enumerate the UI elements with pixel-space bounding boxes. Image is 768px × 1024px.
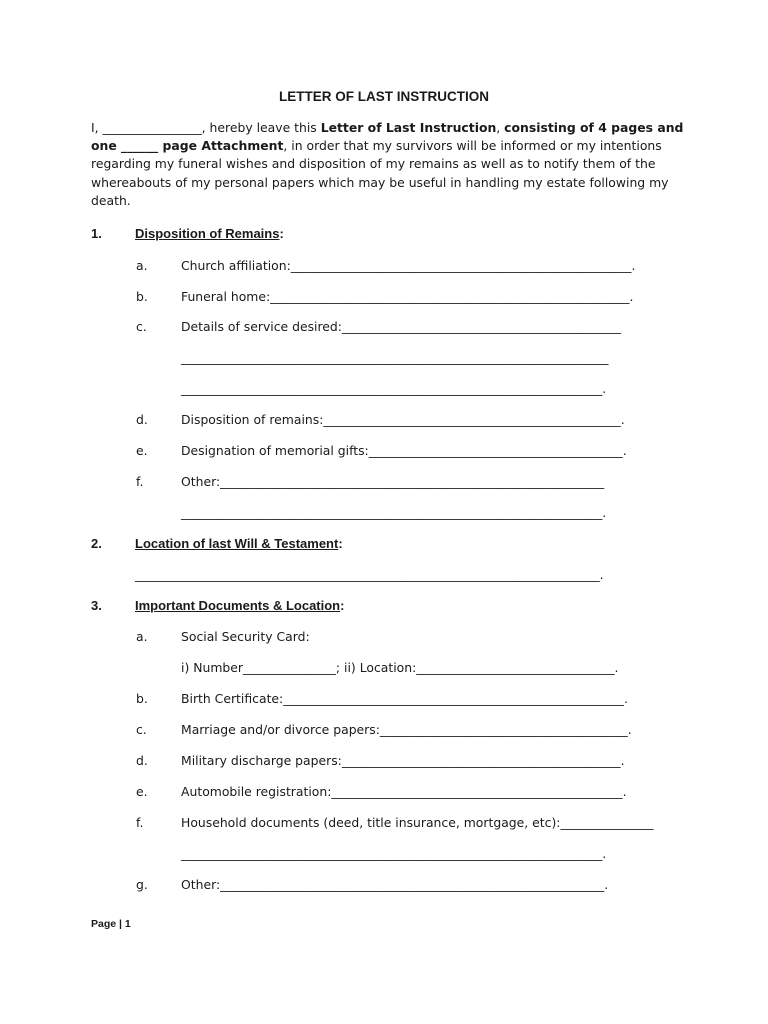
item-letter: a. (136, 629, 148, 644)
section-3-number: 3. (91, 598, 102, 613)
item-letter: a. (136, 258, 148, 273)
automobile-registration-field: Automobile registration:_______________________________________________. (181, 784, 627, 799)
will-location-field: ___________________________________________________________________________. (135, 567, 604, 582)
service-details-field: Details of service desired:_____________________________________________ (181, 319, 621, 334)
funeral-home-field: Funeral home:__________________________________________________________. (181, 289, 634, 304)
item-letter: d. (136, 753, 148, 768)
section-1-number: 1. (91, 226, 102, 241)
household-documents-line-2: ____________________________________________________________________. (181, 846, 607, 861)
section-2-heading-text: Location of last Will & Testament (135, 536, 339, 551)
intro-text-1: I, ________________, hereby leave this (91, 120, 321, 135)
intro-paragraph (91, 119, 691, 210)
church-affiliation-field: Church affiliation:_______________________________________________________. (181, 258, 636, 273)
other-field: Other:______________________________________________________________ (181, 474, 605, 489)
section-1-heading-colon: : (279, 226, 284, 241)
section-2-heading-colon: : (338, 536, 343, 551)
item-letter: f. (136, 815, 144, 830)
section-1-heading (135, 226, 284, 241)
military-discharge-field: Military discharge papers:_____________________________________________. (181, 753, 625, 768)
item-letter: c. (136, 319, 147, 334)
social-security-number-location-field: i) Number_______________; ii) Location:________________________________. (181, 660, 619, 675)
intro-text-3: , in order that my survivors will be informed or my intentions regarding my funeral wishes and disposition of my remains as well as to notify them of the whereabouts of my personal papers which may be useful in handling my estate following my death. (91, 138, 669, 208)
intro-bold-2: consisting of 4 pages and one ______ page Attachment (91, 120, 684, 154)
memorial-gifts-field: Designation of memorial gifts:_________________________________________. (181, 443, 627, 458)
section-3-heading-text: Important Documents & Location (135, 598, 341, 613)
item-letter: e. (136, 784, 148, 799)
social-security-card-label: Social Security Card: (181, 629, 310, 644)
intro-bold-1: Letter of Last Instruction (320, 120, 497, 135)
other-field-line-2: ____________________________________________________________________. (181, 505, 607, 520)
item-letter: c. (136, 722, 147, 737)
service-details-line-2: _____________________________________________________________________ (181, 350, 609, 365)
other-documents-field: Other:______________________________________________________________. (181, 877, 609, 892)
item-letter: g. (136, 877, 148, 892)
section-1-heading-text: Disposition of Remains (135, 226, 280, 241)
item-letter: b. (136, 289, 148, 304)
birth-certificate-field: Birth Certificate:_______________________________________________________. (181, 691, 628, 706)
service-details-line-3: ____________________________________________________________________. (181, 381, 607, 396)
section-3-heading (135, 598, 344, 613)
item-letter: f. (136, 474, 144, 489)
item-letter: d. (136, 412, 148, 427)
section-2-heading (135, 536, 343, 551)
section-2-number: 2. (91, 536, 102, 551)
page-number: Page | 1 (91, 918, 131, 930)
disposition-remains-field: Disposition of remains:________________________________________________. (181, 412, 625, 427)
section-3-heading-colon: : (340, 598, 345, 613)
document-title: LETTER OF LAST INSTRUCTION (279, 89, 489, 104)
item-letter: e. (136, 443, 148, 458)
household-documents-field: Household documents (deed, title insurance, mortgage, etc):_______________ (181, 815, 654, 830)
item-letter: b. (136, 691, 148, 706)
intro-text-2: , (496, 120, 505, 135)
marriage-divorce-field: Marriage and/or divorce papers:________________________________________. (181, 722, 632, 737)
